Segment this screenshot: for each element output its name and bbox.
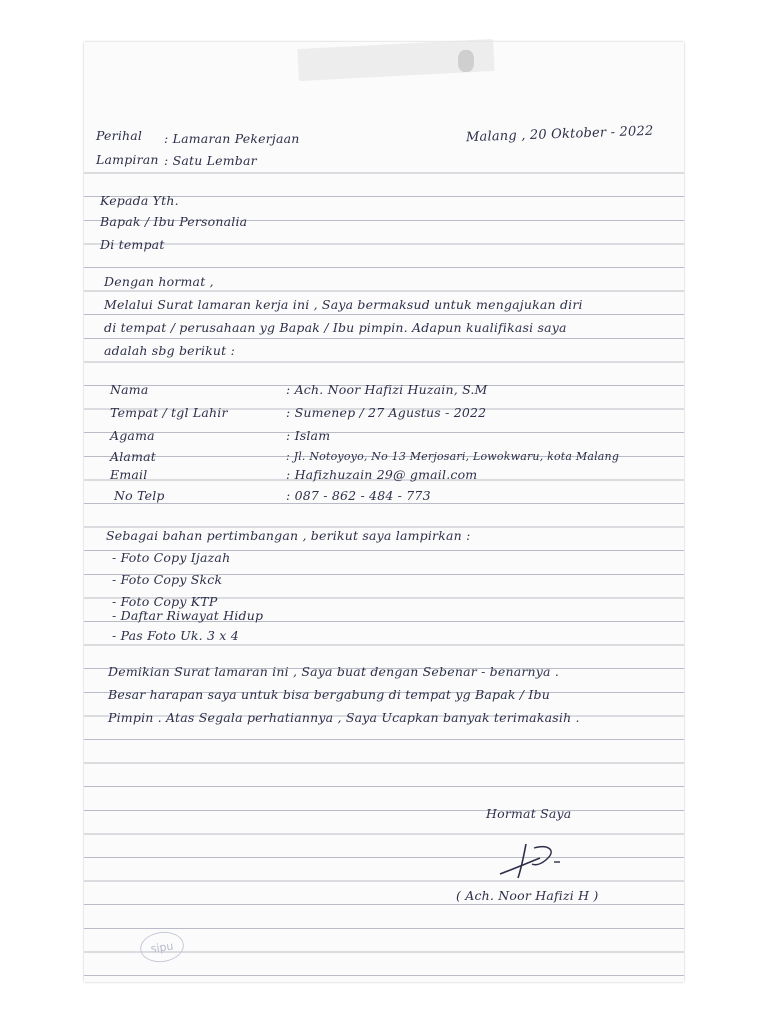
intro-line-3: adalah sbg berikut :: [104, 343, 235, 358]
attachments-intro: Sebagai bahan pertimbangan , berikut saya lampirkan :: [106, 528, 471, 543]
detail-value: : Hafizhuzain 29@ gmail.com: [286, 467, 478, 482]
recipient-line-1: Kepada Yth.: [100, 193, 179, 208]
detail-value: : Jl. Notoyoyo, No 13 Merjosari, Lowokwaru, kota Malang: [286, 450, 620, 463]
letter-paper: [84, 42, 684, 982]
letter-date: Malang , 20 Oktober - 2022: [465, 123, 654, 146]
detail-value: : Sumenep / 27 Agustus - 2022: [286, 405, 487, 420]
recipient-line-2: Bapak / Ibu Personalia: [100, 214, 248, 229]
attachment-item: - Foto Copy KTP: [112, 594, 218, 609]
detail-label: Alamat: [110, 449, 157, 464]
signature-name: ( Ach. Noor Hafizi H ): [456, 888, 599, 903]
detail-value: : 087 - 862 - 484 - 773: [286, 488, 431, 503]
detail-label: Tempat / tgl Lahir: [110, 405, 228, 420]
perihal-label: Perihal: [96, 128, 143, 143]
attachment-item: - Foto Copy Ijazah: [112, 550, 231, 565]
detail-value: : Islam: [286, 428, 331, 443]
detail-label: Nama: [110, 382, 149, 397]
detail-value: : Ach. Noor Hafizi Huzain, S.M: [286, 382, 488, 397]
detail-label: Agama: [110, 428, 155, 443]
lampiran-value: : Satu Lembar: [164, 153, 257, 168]
closing-line-3: Pimpin . Atas Segala perhatiannya , Saya Ucapkan banyak terimakasih .: [108, 710, 580, 725]
attachment-item: - Daftar Riwayat Hidup: [112, 608, 264, 623]
perihal-value: : Lamaran Pekerjaan: [164, 131, 300, 146]
attachment-item: - Pas Foto Uk. 3 x 4: [112, 628, 239, 643]
closing-line-1: Demikian Surat lamaran ini , Saya buat dengan Sebenar - benarnya .: [108, 664, 560, 679]
closing-line-2: Besar harapan saya untuk bisa bergabung di tempat yg Bapak / Ibu: [108, 687, 550, 702]
faded-stamp: sipu: [138, 929, 186, 965]
intro-line-2: di tempat / perusahaan yg Bapak / Ibu pimpin. Adapun kualifikasi saya: [104, 320, 567, 335]
attachment-item: - Foto Copy Skck: [112, 572, 223, 587]
signature-salutation: Hormat Saya: [486, 806, 572, 821]
detail-label: No Telp: [114, 488, 165, 503]
greeting: Dengan hormat ,: [104, 274, 214, 289]
detail-label: Email: [110, 467, 148, 482]
recipient-line-3: Di tempat: [100, 237, 165, 252]
intro-line-1: Melalui Surat lamaran kerja ini , Saya bermaksud untuk mengajukan diri: [104, 297, 583, 312]
tape-knot: [458, 50, 474, 72]
lampiran-label: Lampiran: [96, 152, 159, 167]
handwritten-signature: [496, 838, 566, 884]
